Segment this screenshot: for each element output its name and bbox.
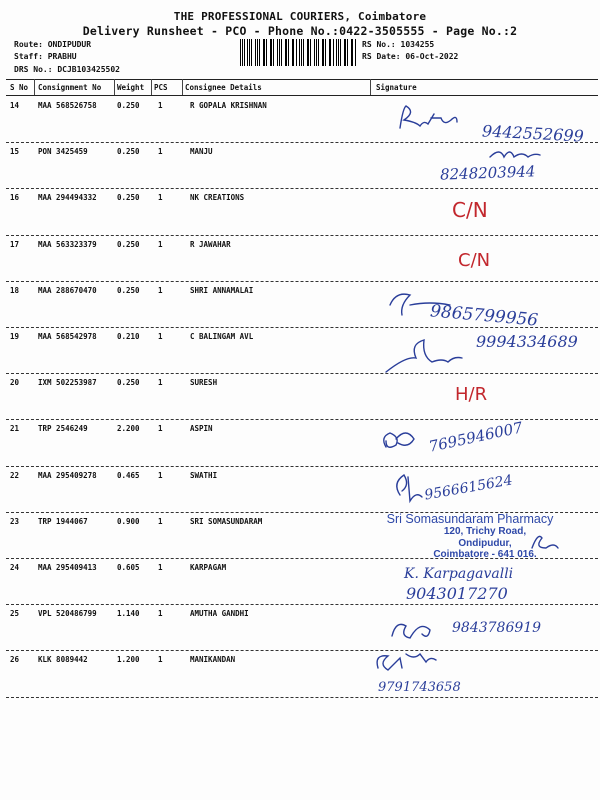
row-separator xyxy=(6,650,598,651)
cell-consignment: IXM 502253987 xyxy=(38,378,97,388)
cell-weight: 0.465 xyxy=(117,470,140,480)
barcode-bar xyxy=(273,39,274,66)
barcode-bar xyxy=(247,39,248,66)
cell-pcs: 1 xyxy=(158,655,163,665)
cell-sno: 16 xyxy=(10,193,20,203)
barcode-bar xyxy=(323,39,324,66)
cell-weight: 0.250 xyxy=(117,239,140,249)
cell-sno: 20 xyxy=(10,378,20,388)
cell-sno: 21 xyxy=(10,424,20,434)
cell-consignee: MANJU xyxy=(190,147,213,157)
barcode-bar xyxy=(301,39,302,66)
cell-consignment: MAA 568542978 xyxy=(38,332,97,341)
cell-pcs: 1 xyxy=(158,193,163,203)
cell-consignment: PON 3425459 xyxy=(38,147,88,157)
rs-date: RS Date: 06-Oct-2022 xyxy=(362,52,459,61)
barcode xyxy=(240,39,358,66)
cell-pcs: 1 xyxy=(158,147,163,157)
r17-mark: C/N xyxy=(458,250,491,271)
cell-consignment: TRP 1944067 xyxy=(38,516,88,526)
route-label: Route: ONDIPUDUR xyxy=(14,40,92,49)
barcode-bar xyxy=(259,39,260,66)
cell-consignee: R JAWAHAR xyxy=(190,239,231,249)
barcode-bar xyxy=(318,39,319,66)
row-separator xyxy=(6,188,598,189)
table-row xyxy=(8,652,598,698)
barcode-bar xyxy=(303,39,304,66)
row-separator xyxy=(6,697,598,698)
r15-phone: 8248203944 xyxy=(439,162,536,184)
r16-mark: C/N xyxy=(452,198,488,222)
cell-pcs: 1 xyxy=(158,239,163,249)
drs-number: DRS No.: DCJB103425502 xyxy=(14,65,120,74)
cell-sno: 26 xyxy=(10,655,20,665)
cell-consignment: MAA 295409278 xyxy=(38,470,97,480)
stamp-name: Sri Somasundaram Pharmacy xyxy=(386,512,554,526)
cell-sno: 24 xyxy=(10,563,20,572)
cell-weight: 1.140 xyxy=(117,609,140,619)
cell-sno: 19 xyxy=(10,332,20,341)
r21-phone: 7695946007 xyxy=(427,418,525,456)
barcode-bar xyxy=(288,39,289,66)
barcode-bar xyxy=(281,39,282,66)
cell-pcs: 1 xyxy=(158,101,163,110)
cell-weight: 0.605 xyxy=(117,563,140,572)
cell-weight: 1.200 xyxy=(117,655,140,665)
r24-phone: 9043017270 xyxy=(406,584,508,603)
cell-weight: 2.200 xyxy=(117,424,140,434)
cell-consignee: SURESH xyxy=(190,378,218,388)
header-bottom-rule xyxy=(6,95,598,96)
cell-pcs: 1 xyxy=(158,285,163,295)
cell-sno: 23 xyxy=(10,516,20,526)
cell-consignee: SHRI ANNAMALAI xyxy=(190,285,254,295)
staff-label: Staff: PRABHU xyxy=(14,52,77,61)
cell-consignment: MAA 288670470 xyxy=(38,285,97,295)
barcode-bar xyxy=(277,39,278,66)
col-header-consignment: Consignment No xyxy=(38,83,102,92)
cell-consignment: MAA 295409413 xyxy=(38,563,97,572)
cell-consignee: AMUTHA GANDHI xyxy=(190,609,249,619)
cell-weight: 0.250 xyxy=(117,147,140,157)
barcode-bar xyxy=(266,39,267,66)
cell-sno: 25 xyxy=(10,609,20,619)
r19-phone: 9994334689 xyxy=(476,332,578,351)
cell-consignee: R GOPALA KRISHNAN xyxy=(190,101,267,110)
col-header-signature: Signature xyxy=(376,83,417,92)
cell-pcs: 1 xyxy=(158,563,163,572)
company-title: THE PROFESSIONAL COURIERS, Coimbatore xyxy=(173,10,427,23)
cell-pcs: 1 xyxy=(158,332,163,341)
cell-pcs: 1 xyxy=(158,378,163,388)
r14-phone: 9442552699 xyxy=(481,121,585,146)
stamp-line-1: 120, Trichy Road, xyxy=(443,526,527,538)
row-separator xyxy=(6,142,598,143)
cell-sno: 15 xyxy=(10,147,20,157)
r18-phone: 9865799956 xyxy=(429,301,539,331)
row-separator xyxy=(6,466,598,467)
cell-pcs: 1 xyxy=(158,516,163,526)
barcode-bar xyxy=(330,39,331,66)
barcode-bar xyxy=(251,39,252,66)
barcode-bar xyxy=(310,39,311,66)
runsheet-subtitle: Delivery Runsheet - PCO - Phone No.:0422-3505555 - Page No.:2 xyxy=(82,24,518,38)
col-header-weight: Weight xyxy=(117,83,145,92)
cell-weight: 0.250 xyxy=(117,101,140,110)
barcode-bar xyxy=(240,39,241,66)
cell-consignee: SWATHI xyxy=(190,470,218,480)
barcode-bar xyxy=(347,39,348,66)
cell-consignment: KLK 8089442 xyxy=(38,655,88,665)
cell-sno: 17 xyxy=(10,239,20,249)
cell-consignment: TRP 2546249 xyxy=(38,424,88,434)
barcode-bar xyxy=(352,39,353,66)
cell-weight: 0.250 xyxy=(117,193,140,203)
cell-consignee: ASPIN xyxy=(190,424,213,434)
row-separator xyxy=(6,281,598,282)
stamp-line-3: Coimbatore - 641 016. xyxy=(433,549,537,561)
pharmacy-stamp xyxy=(385,512,555,561)
cell-consignee: MANIKANDAN xyxy=(190,655,236,665)
r22-phone: 9566615624 xyxy=(423,472,514,504)
rs-number: RS No.: 1034255 xyxy=(362,40,435,49)
row-separator xyxy=(6,604,598,605)
cell-consignment: MAA 294494332 xyxy=(38,193,97,203)
r26-phone: 9791743658 xyxy=(378,680,461,695)
cell-weight: 0.250 xyxy=(117,285,140,295)
col-header-pcs: PCS xyxy=(154,83,168,92)
table-header xyxy=(8,80,598,94)
cell-consignment: MAA 568526758 xyxy=(38,101,97,110)
table-row xyxy=(8,190,598,236)
barcode-bar xyxy=(340,39,341,66)
stamp-line-2: Ondipudur, xyxy=(458,537,512,549)
cell-pcs: 1 xyxy=(158,609,163,619)
cell-consignee: SRI SOMASUNDARAM xyxy=(190,516,263,526)
barcode-bar xyxy=(333,39,334,66)
r24-name: K. Karpagavalli xyxy=(404,566,514,582)
cell-weight: 0.210 xyxy=(117,332,140,341)
col-header-consignee: Consignee Details xyxy=(185,83,262,92)
cell-sno: 18 xyxy=(10,285,20,295)
col-header-sno: S No xyxy=(10,83,29,92)
r20-mark: H/R xyxy=(455,384,488,405)
table-row xyxy=(8,237,598,283)
cell-consignee: C BALINGAM AVL xyxy=(190,332,254,341)
cell-consignee: NK CREATIONS xyxy=(190,193,245,203)
cell-pcs: 1 xyxy=(158,424,163,434)
row-separator xyxy=(6,373,598,374)
cell-consignment: VPL 520486799 xyxy=(38,609,97,619)
row-separator xyxy=(6,235,598,236)
r25-phone: 9843786919 xyxy=(452,620,542,636)
barcode-bar xyxy=(293,39,294,66)
cell-consignee: KARPAGAM xyxy=(190,563,227,572)
barcode-bar xyxy=(255,39,256,66)
cell-consignment: MAA 563323379 xyxy=(38,239,97,249)
table-row xyxy=(8,375,598,421)
cell-sno: 22 xyxy=(10,470,20,480)
cell-sno: 14 xyxy=(10,101,20,110)
cell-weight: 0.900 xyxy=(117,516,140,526)
cell-pcs: 1 xyxy=(158,470,163,480)
cell-weight: 0.250 xyxy=(117,378,140,388)
